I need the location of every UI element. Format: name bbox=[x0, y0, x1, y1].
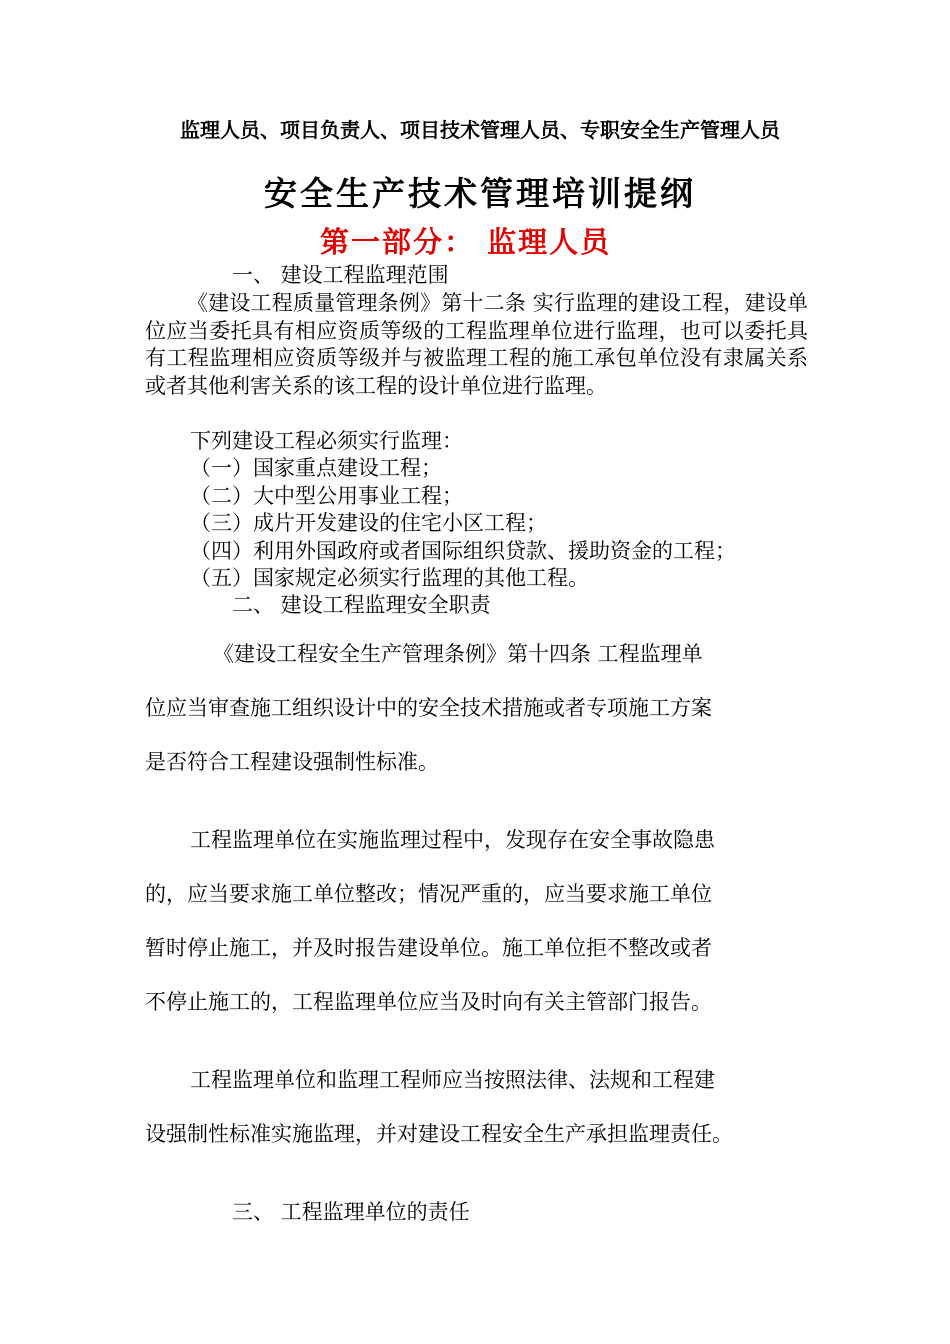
section-2-p2-line: 不停止施工的，工程监理单位应当及时向有关主管部门报告。 bbox=[145, 990, 712, 1014]
list-item: （四）利用外国政府或者国际组织贷款、援助资金的工程； bbox=[190, 539, 736, 563]
list-item: （二）大中型公用事业工程； bbox=[190, 484, 463, 508]
section-heading-3: 三、 工程监理单位的责任 bbox=[232, 1200, 470, 1224]
document-title: 安全生产技术管理培训提纲 bbox=[264, 174, 696, 213]
section-heading-1: 一、 建设工程监理范围 bbox=[232, 263, 449, 287]
section-heading-2: 二、 建设工程监理安全职责 bbox=[232, 593, 491, 617]
section-2-p2-line: 的，应当要求施工单位整改；情况严重的，应当要求施工单位 bbox=[145, 882, 712, 906]
section-2-p3-line: 工程监理单位和监理工程师应当按照法律、法规和工程建 bbox=[190, 1068, 715, 1092]
list-item: （三）成片开发建设的住宅小区工程； bbox=[190, 511, 547, 535]
section-2-p1-line: 是否符合工程建设强制性标准。 bbox=[145, 750, 439, 774]
list-intro: 下列建设工程必须实行监理： bbox=[190, 429, 463, 453]
section-2-p2-line: 暂时停止施工，并及时报告建设单位。施工单位拒不整改或者 bbox=[145, 936, 712, 960]
list-item: （五）国家规定必须实行监理的其他工程。 bbox=[190, 566, 589, 590]
section-2-p1-line: 《建设工程安全生产管理条例》第十四条 工程监理单 bbox=[213, 642, 703, 666]
section-1-paragraph: 《建设工程质量管理条例》第十二条 实行监理的建设工程，建设单位应当委托具有相应资质等级的工程监理单位进行监理，也可以委托具有工程监理相应资质等级并与被监理工程的施工承包单位没有隶属关系或者其他利害关系的该工程的设计单位进行监理。 bbox=[145, 291, 808, 398]
section-2-p3-line: 设强制性标准实施监理，并对建设工程安全生产承担监理责任。 bbox=[145, 1122, 733, 1146]
document-subtitle: 监理人员、项目负责人、项目技术管理人员、专职安全生产管理人员 bbox=[180, 118, 780, 142]
part-heading: 第一部分： 监理人员 bbox=[320, 225, 612, 259]
list-item: （一）国家重点建设工程； bbox=[190, 456, 442, 480]
section-2-p1-line: 位应当审查施工组织设计中的安全技术措施或者专项施工方案 bbox=[145, 696, 712, 720]
section-2-p2-line: 工程监理单位在实施监理过程中，发现存在安全事故隐患 bbox=[190, 828, 715, 852]
